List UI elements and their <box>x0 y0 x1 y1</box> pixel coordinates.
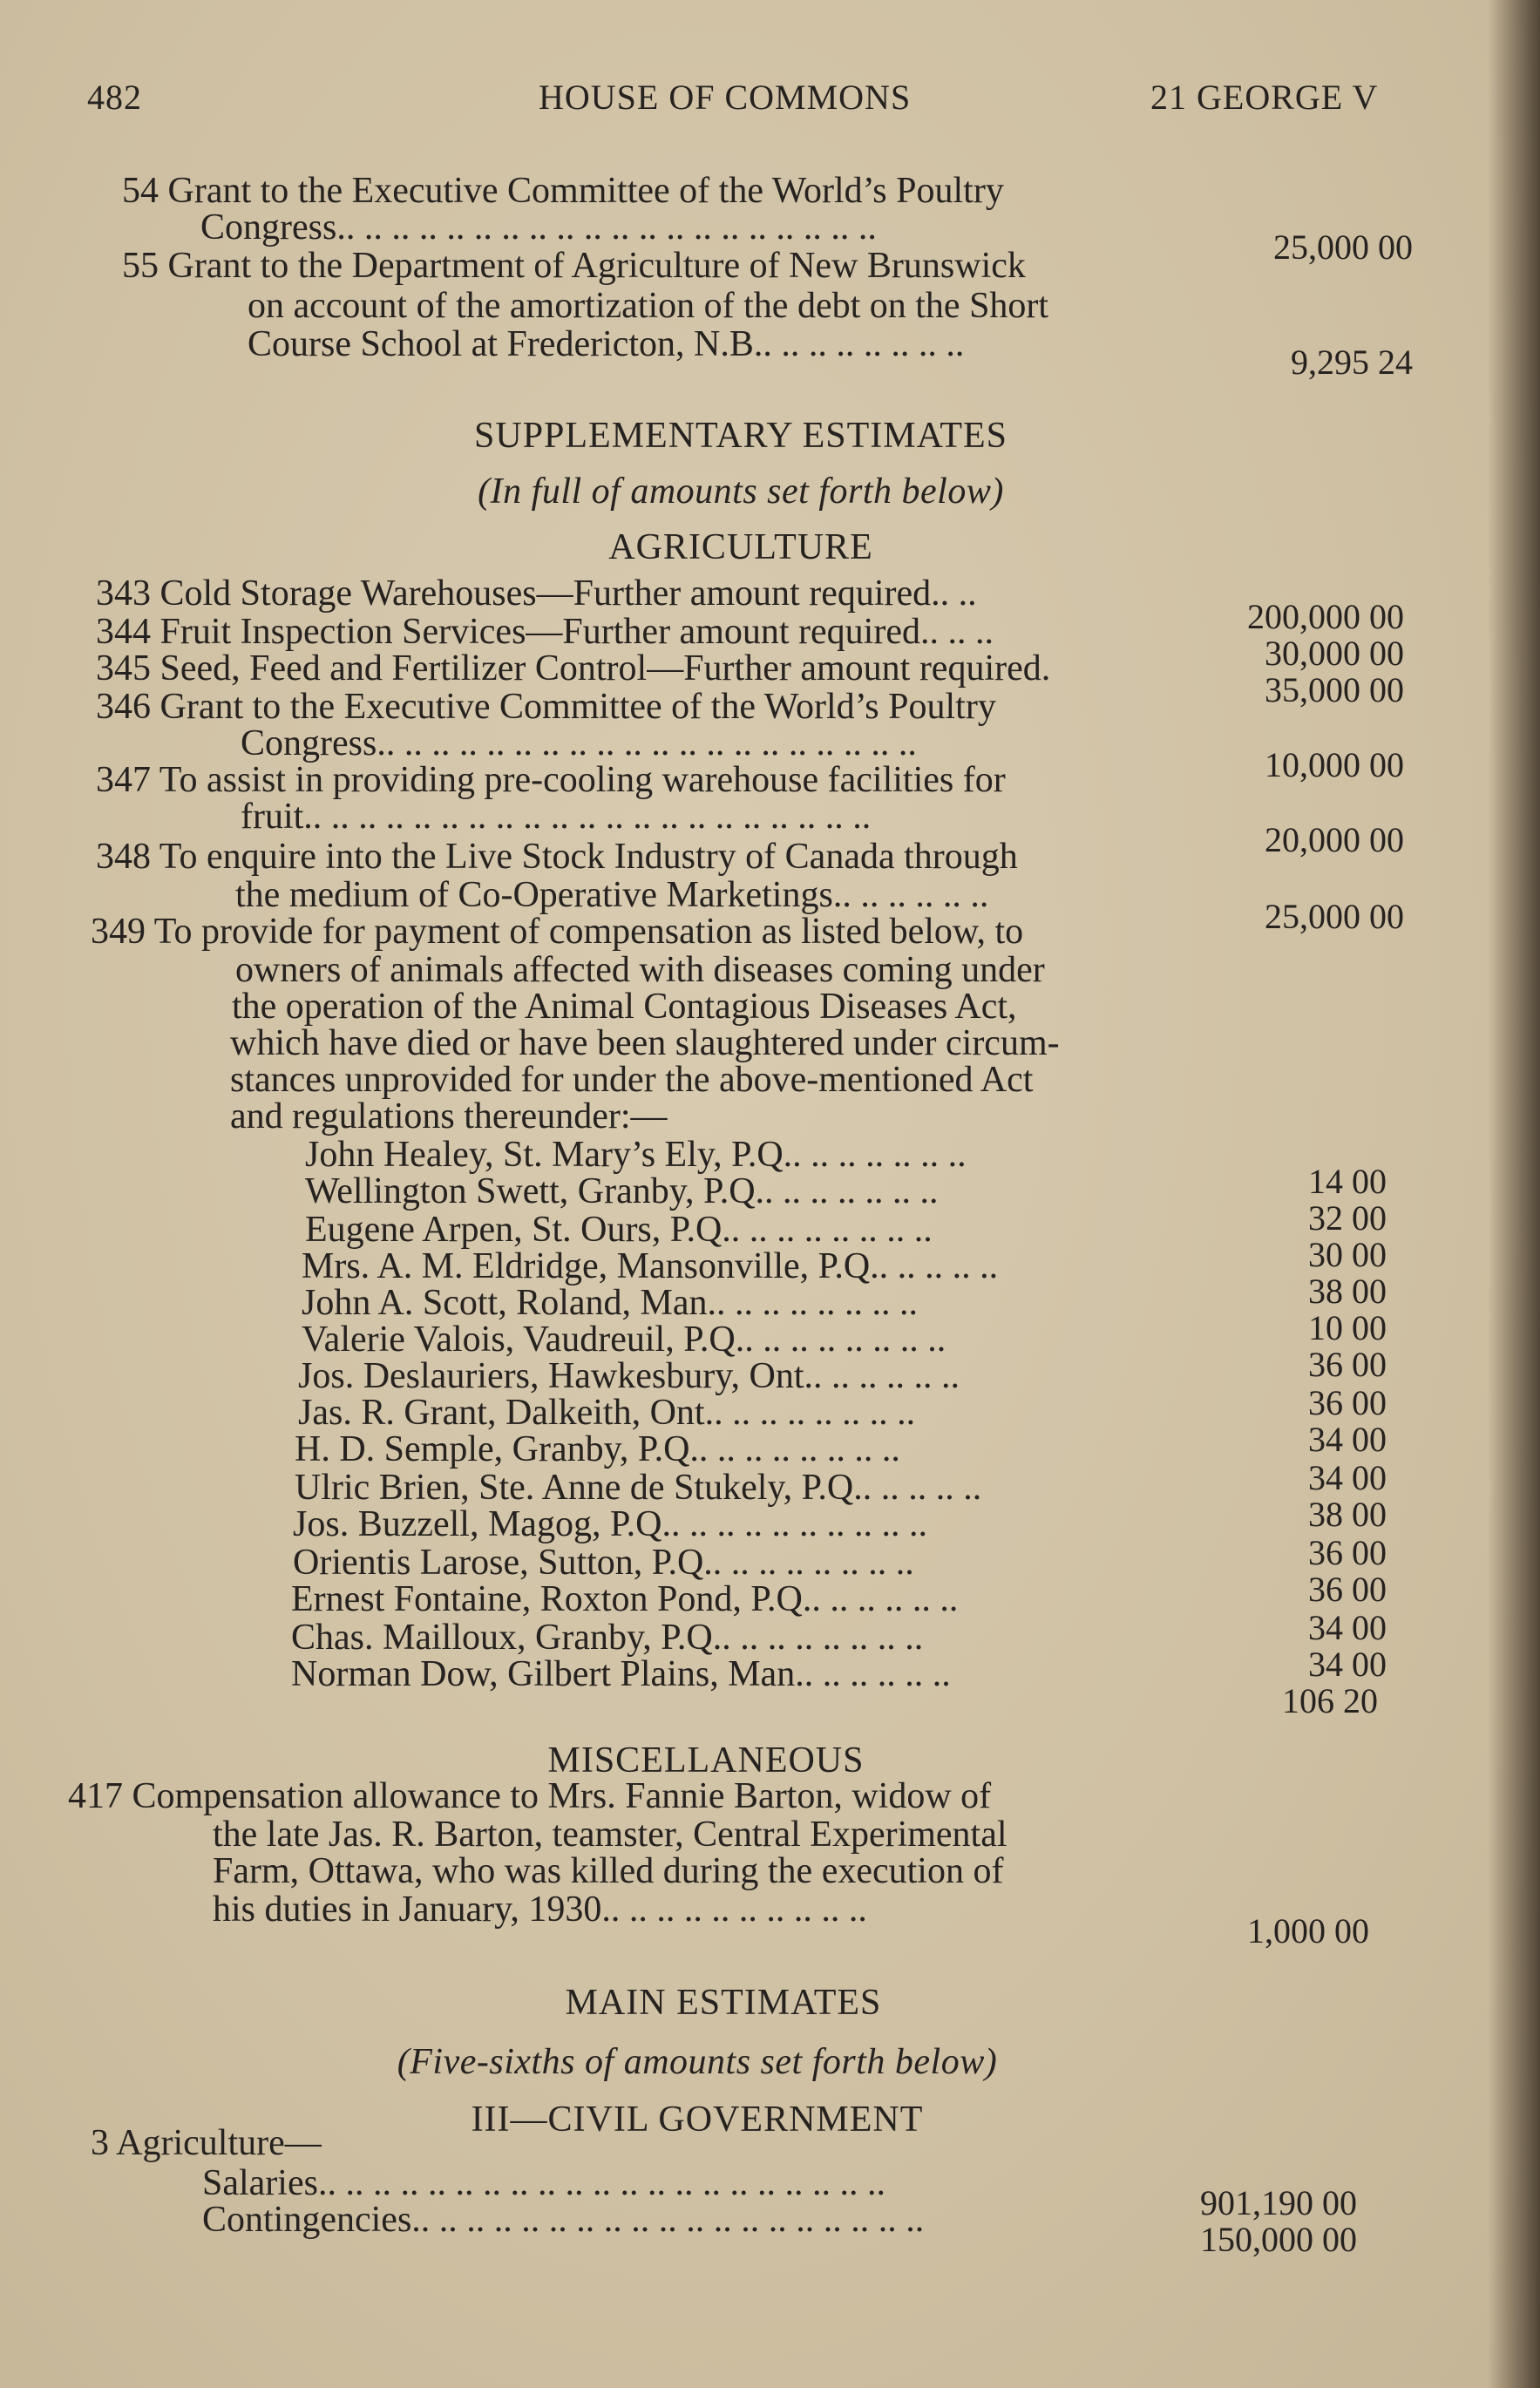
item-344: 344 Fruit Inspection Services—Further amount required.. .. .. <box>96 612 994 652</box>
payee-2-amount: 32 00 <box>1308 1198 1387 1238</box>
item-346-line-1: 346 Grant to the Executive Committee of the World’s Poultry <box>96 687 996 727</box>
item-347-line-1: 347 To assist in providing pre-cooling warehouse facilities for <box>96 760 1006 800</box>
item-54-amount: 25,000 00 <box>1273 227 1413 267</box>
payee-8-amount: 34 00 <box>1308 1420 1387 1459</box>
item-55-line-2: on account of the amortization of the debt on the Short <box>248 286 1049 326</box>
item-349-line-6: and regulations thereunder:— <box>230 1096 668 1136</box>
item-55-line-3: Course School at Fredericton, N.B.. .. .. .. .. .. .. .. <box>248 324 965 364</box>
book-spine-shadow <box>1488 0 1540 2388</box>
payee-14: Chas. Mailloux, Granby, P.Q.. .. .. .. .. .. .. .. <box>291 1618 924 1658</box>
item-343: 343 Cold Storage Warehouses—Further amount required.. .. <box>96 573 977 614</box>
page-title: HOUSE OF COMMONS <box>539 78 912 117</box>
item-55-line-1: 55 Grant to the Department of Agriculture of New Brunswick <box>122 246 1026 286</box>
item-348-amount: 25,000 00 <box>1265 897 1404 936</box>
item-349-line-4: which have died or have been slaughtered under circum- <box>230 1023 1060 1063</box>
item-349-line-5: stances unprovided for under the above-mentioned Act <box>230 1060 1034 1100</box>
item-417-amount: 1,000 00 <box>1247 1911 1369 1950</box>
page-number: 482 <box>87 78 142 117</box>
salaries-label: Salaries.. .. .. .. .. .. .. .. .. .. .. .. .. .. .. .. .. .. .. .. .. <box>202 2163 885 2203</box>
payee-13: Ernest Fontaine, Roxton Pond, P.Q.. .. .. .. .. .. <box>291 1579 959 1619</box>
payee-15-amount: 106 20 <box>1282 1681 1378 1720</box>
item-346-amount: 10,000 00 <box>1265 745 1404 784</box>
payee-9: H. D. Semple, Granby, P.Q.. .. .. .. .. .. .. .. <box>295 1429 900 1469</box>
civil-government-heading: III—CIVIL GOVERNMENT <box>471 2100 924 2140</box>
item-344-amount: 30,000 00 <box>1265 634 1404 673</box>
payee-3-amount: 30 00 <box>1308 1235 1387 1274</box>
contingencies-amount: 150,000 00 <box>1200 2220 1357 2259</box>
payee-2: Wellington Swett, Granby, P.Q.. .. .. .. .. .. .. <box>305 1171 939 1211</box>
payee-10-amount: 38 00 <box>1308 1495 1387 1534</box>
item-55-amount: 9,295 24 <box>1291 343 1413 382</box>
payee-12-amount: 36 00 <box>1308 1570 1387 1609</box>
payee-1: John Healey, St. Mary’s Ely, P.Q.. .. .. .. .. .. .. <box>305 1135 967 1175</box>
payee-3: Eugene Arpen, St. Ours, P.Q.. .. .. .. .. .. .. .. <box>305 1210 933 1250</box>
item-54-line-1: 54 Grant to the Executive Committee of the World’s Poultry <box>122 171 1004 211</box>
payee-5: John A. Scott, Roland, Man.. .. .. .. .. .. .. .. <box>302 1283 919 1323</box>
payee-13-amount: 34 00 <box>1308 1608 1387 1647</box>
salaries-amount: 901,190 00 <box>1200 2183 1357 2222</box>
item-417-line-1: 417 Compensation allowance to Mrs. Fannie Barton, widow of <box>68 1776 992 1816</box>
item-348-line-2: the medium of Co-Operative Marketings.. .. .. .. .. .. <box>235 875 989 915</box>
item-54-line-2: Congress.. .. .. .. .. .. .. .. .. .. .. .. .. .. .. .. .. .. .. .. <box>200 207 877 248</box>
payee-11: Jos. Buzzell, Magog, P.Q.. .. .. .. .. .. .. .. .. .. <box>293 1504 927 1544</box>
payee-5-amount: 10 00 <box>1308 1308 1387 1347</box>
payee-6-amount: 36 00 <box>1308 1345 1387 1384</box>
item-347-amount: 20,000 00 <box>1265 820 1404 859</box>
payee-9-amount: 34 00 <box>1308 1458 1387 1497</box>
payee-1-amount: 14 00 <box>1308 1162 1387 1201</box>
item-345: 345 Seed, Feed and Fertilizer Control—Further amount required. <box>96 648 1051 689</box>
main-estimates-subtitle: (Five-sixths of amounts set forth below) <box>397 2042 998 2082</box>
payee-7: Jos. Deslauriers, Hawkesbury, Ont.. .. .. .. .. .. <box>298 1356 960 1396</box>
payee-7-amount: 36 00 <box>1308 1383 1387 1422</box>
item-346-line-2: Congress.. .. .. .. .. .. .. .. .. .. .. .. .. .. .. .. .. .. .. .. <box>241 723 917 763</box>
item-348-line-1: 348 To enquire into the Live Stock Industry of Canada through <box>96 837 1018 877</box>
supplementary-estimates-heading: SUPPLEMENTARY ESTIMATES <box>474 416 1007 456</box>
payee-4: Mrs. A. M. Eldridge, Mansonville, P.Q.. .. .. .. .. <box>302 1246 999 1286</box>
item-343-amount: 200,000 00 <box>1247 597 1404 636</box>
item-349-line-3: the operation of the Animal Contagious Diseases Act, <box>232 987 1017 1027</box>
miscellaneous-heading: MISCELLANEOUS <box>547 1740 865 1781</box>
item-345-amount: 35,000 00 <box>1265 670 1404 709</box>
regnal-year: 21 GEORGE V <box>1150 78 1379 117</box>
item-3-agriculture: 3 Agriculture— <box>91 2123 322 2163</box>
item-417-line-2: the late Jas. R. Barton, teamster, Central Experimental <box>213 1815 1007 1855</box>
item-347-line-2: fruit.. .. .. .. .. .. .. .. .. .. .. .. .. .. .. .. .. .. .. .. .. <box>241 797 872 837</box>
payee-11-amount: 36 00 <box>1308 1533 1387 1572</box>
supplementary-subtitle: (In full of amounts set forth below) <box>478 471 1004 512</box>
payee-6: Valerie Valois, Vaudreuil, P.Q.. .. .. .. .. .. .. .. <box>302 1320 946 1360</box>
contingencies-label: Contingencies.. .. .. .. .. .. .. .. .. .. .. .. .. .. .. .. .. .. .. <box>202 2200 925 2240</box>
payee-10: Ulric Brien, Ste. Anne de Stukely, P.Q.. .. .. .. .. <box>295 1468 982 1508</box>
payee-12: Orientis Larose, Sutton, P.Q.. .. .. .. .. .. .. .. <box>293 1543 914 1583</box>
payee-14-amount: 34 00 <box>1308 1645 1387 1684</box>
item-349-line-1: 349 To provide for payment of compensation as listed below, to <box>91 912 1024 952</box>
payee-15: Norman Dow, Gilbert Plains, Man.. .. .. .. .. .. <box>291 1654 951 1694</box>
main-estimates-heading: MAIN ESTIMATES <box>565 1983 882 2023</box>
agriculture-heading: AGRICULTURE <box>608 527 873 567</box>
payee-4-amount: 38 00 <box>1308 1272 1387 1311</box>
item-349-line-2: owners of animals affected with diseases coming under <box>235 950 1045 990</box>
payee-8: Jas. R. Grant, Dalkeith, Ont.. .. .. .. .. .. .. .. <box>298 1393 916 1433</box>
item-417-line-3: Farm, Ottawa, who was killed during the execution of <box>213 1851 1004 1891</box>
item-417-line-4: his duties in January, 1930.. .. .. .. .. .. .. .. .. .. <box>213 1889 867 1930</box>
